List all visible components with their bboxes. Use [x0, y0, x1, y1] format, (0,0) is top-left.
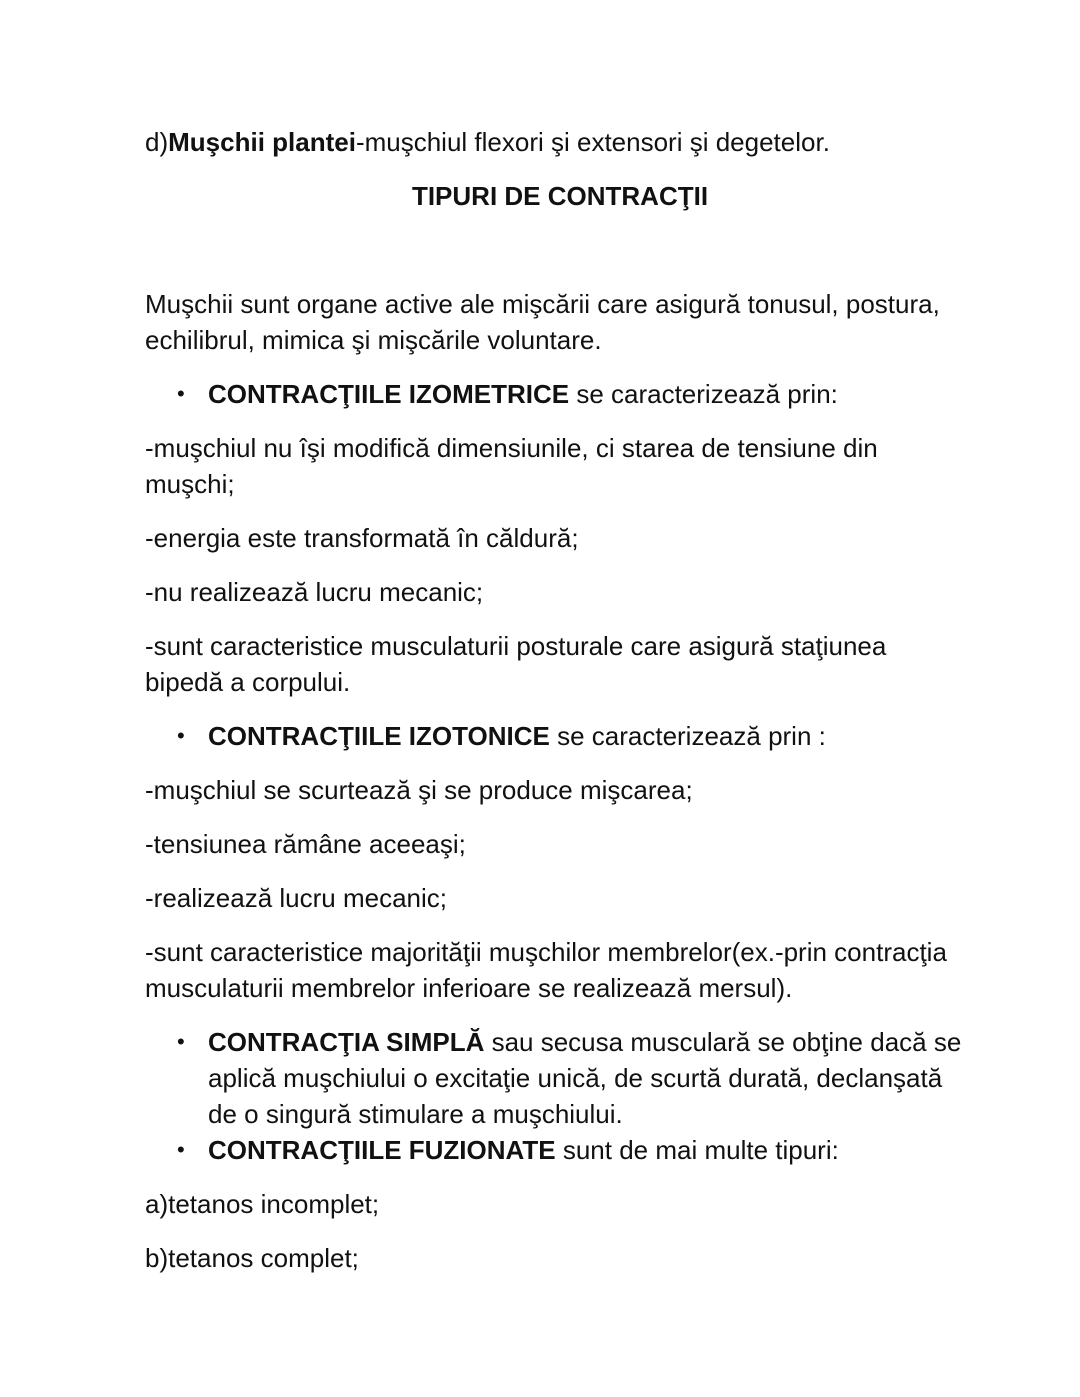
izometrice-line: -sunt caracteristice musculaturii posturale care asigură staţiunea bipedă a corpului.	[145, 631, 887, 697]
bullet-izotonice	[208, 718, 965, 754]
bullet-izotonice-rest: se caracterizează prin :	[549, 721, 826, 751]
bullet-simpla	[208, 1024, 965, 1132]
bullet-simpla-bold: CONTRACŢIA SIMPLĂ	[208, 1027, 485, 1057]
izotonice-line: -muşchiul se scurtează şi se produce mişcarea;	[145, 775, 693, 805]
bullet-izometrice-bold: CONTRACŢIILE IZOMETRICE	[208, 379, 570, 409]
izometrice-line: -nu realizează lucru mecanic;	[145, 577, 484, 607]
bullet-izotonice-bold: CONTRACŢIILE IZOTONICE	[208, 721, 550, 751]
izotonice-line: -sunt caracteristice majorităţii muşchilor membrelor(ex.-prin contracţia musculaturii membrelor inferioare se realizează mersul).	[145, 937, 947, 1003]
bullet-fuzionate-bold: CONTRACŢIILE FUZIONATE	[208, 1135, 556, 1165]
izotonice-line: -tensiunea rămâne aceeaşi;	[145, 829, 466, 859]
fuzionate-line: a)tetanos incomplet;	[145, 1189, 380, 1219]
izometrice-line: -energia este transformată în căldură;	[145, 523, 579, 553]
section-heading: TIPURI DE CONTRACŢII	[411, 181, 709, 211]
bullet-izometrice	[208, 376, 965, 412]
document-page	[145, 124, 965, 1294]
izometrice-line: -muşchiul nu îşi modifică dimensiunile, ci starea de tensiune din muşchi;	[145, 433, 878, 499]
bullet-fuzionate-rest: sunt de mai multe tipuri:	[555, 1135, 839, 1165]
intro-prefix: d)	[145, 127, 169, 157]
izotonice-line: -realizează lucru mecanic;	[145, 883, 448, 913]
bullet-izometrice-rest: se caracterizează prin:	[569, 379, 838, 409]
fuzionate-line: b)tetanos complet;	[145, 1243, 359, 1273]
bullet-simpla-rest: sau secusa musculară se obţine dacă se aplică muşchiului o excitaţie unică, de scurtă durată, declanşată de o singură stimulare a muşchiului.	[208, 1027, 962, 1129]
intro-rest: -muşchiul flexori şi extensori şi degetelor.	[355, 127, 830, 157]
intro-paragraph: Muşchii sunt organe active ale mişcării care asigură tonusul, postura, echilibrul, mimica şi mişcările voluntare.	[145, 289, 940, 355]
bullet-list-izotonice	[145, 718, 965, 754]
bullet-fuzionate	[208, 1132, 965, 1168]
bullet-list-izometrice	[145, 376, 965, 412]
intro-line	[145, 124, 965, 160]
intro-bold: Muşchii plantei	[168, 127, 356, 157]
bullet-list-simpla-fuzionate	[145, 1024, 965, 1168]
